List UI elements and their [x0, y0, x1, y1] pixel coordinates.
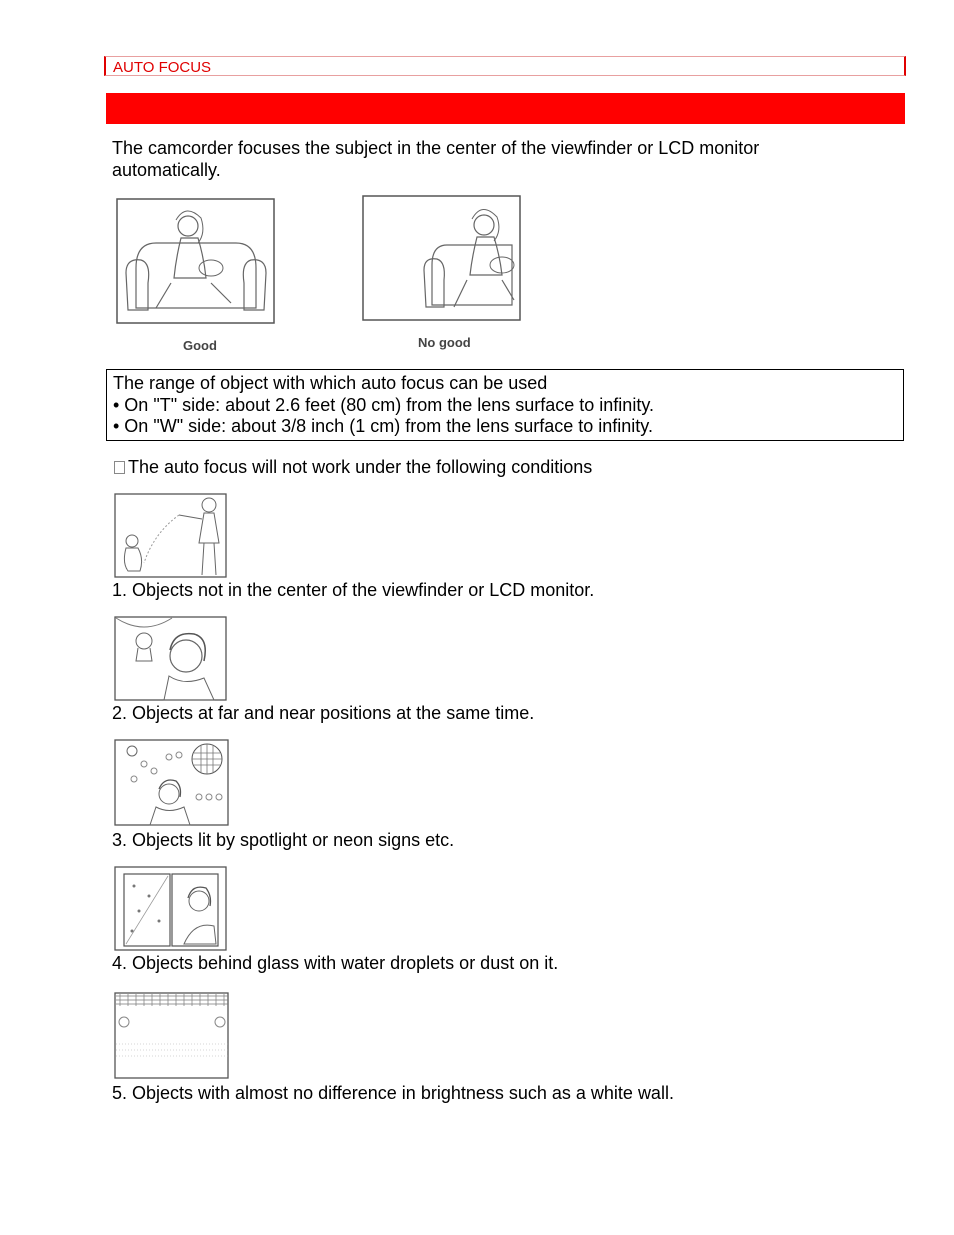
- good-illustration: [116, 198, 276, 326]
- condition-4-illustration: [114, 866, 228, 952]
- condition-3-text: 3. Objects lit by spotlight or neon signs etc.: [112, 830, 455, 850]
- bullet-icon: [114, 461, 125, 474]
- range-item-w: • On "W" side: about 3/8 inch (1 cm) from the lens surface to infinity.: [113, 416, 653, 436]
- range-note-box: [106, 369, 904, 441]
- no-good-caption: No good: [418, 335, 471, 350]
- section-title: AUTO FOCUS: [113, 59, 212, 76]
- condition-1-illustration: [114, 493, 228, 579]
- condition-5-illustration: [114, 992, 230, 1080]
- conditions-heading-text: The auto focus will not work under the following conditions: [128, 457, 593, 477]
- intro-paragraph: The camcorder focuses the subject in the center of the viewfinder or LCD monitor automatically.: [112, 138, 760, 180]
- condition-2-illustration: [114, 616, 228, 702]
- condition-4-text: 4. Objects behind glass with water droplets or dust on it.: [112, 953, 559, 973]
- conditions-heading: [114, 457, 592, 478]
- range-item-t: • On "T" side: about 2.6 feet (80 cm) from the lens surface to infinity.: [113, 394, 654, 415]
- condition-3-illustration: [114, 739, 230, 827]
- section-header: [104, 56, 906, 76]
- condition-2-text: 2. Objects at far and near positions at the same time.: [112, 703, 535, 723]
- range-title: The range of object with which auto focus can be used: [113, 373, 548, 393]
- good-caption: Good: [183, 338, 217, 353]
- condition-1-text: 1. Objects not in the center of the viewfinder or LCD monitor.: [112, 580, 595, 600]
- title-bar: [106, 93, 905, 124]
- condition-5-text: 5. Objects with almost no difference in brightness such as a white wall.: [112, 1083, 674, 1103]
- no-good-illustration: [362, 195, 522, 323]
